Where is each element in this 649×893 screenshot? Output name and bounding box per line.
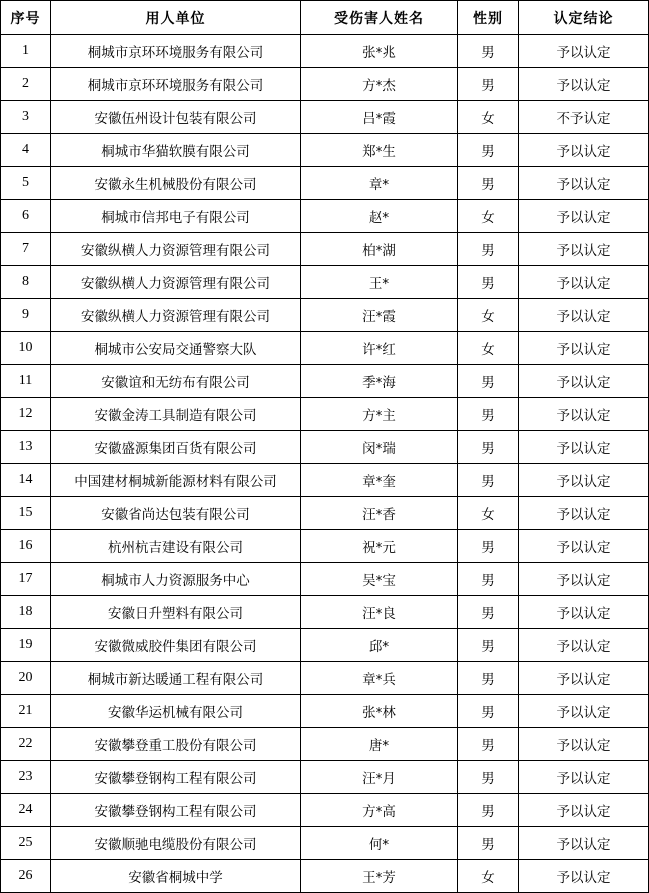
header-injured-person-name: 受伤害人姓名 (301, 1, 458, 35)
table-row (1, 827, 649, 860)
cell-serial-number: 23 (1, 761, 51, 794)
cell-employer: 桐城市京环环境服务有限公司 (51, 68, 301, 101)
cell-injured-person-name: 方*高 (301, 794, 458, 827)
cell-employer: 桐城市京环环境服务有限公司 (51, 35, 301, 68)
cell-employer: 安徽攀登钢构工程有限公司 (51, 761, 301, 794)
cell-injured-person-name: 吕*霞 (301, 101, 458, 134)
cell-injured-person-name: 唐* (301, 728, 458, 761)
cell-gender: 女 (458, 101, 519, 134)
cell-determination-result: 予以认定 (519, 629, 649, 662)
cell-employer: 安徽伍州设计包装有限公司 (51, 101, 301, 134)
cell-injured-person-name: 季*海 (301, 365, 458, 398)
cell-employer: 安徽谊和无纺布有限公司 (51, 365, 301, 398)
cell-injured-person-name: 柏*湖 (301, 233, 458, 266)
table-row (1, 761, 649, 794)
cell-employer: 安徽纵横人力资源管理有限公司 (51, 299, 301, 332)
cell-injured-person-name: 方*杰 (301, 68, 458, 101)
cell-injured-person-name: 汪*霞 (301, 299, 458, 332)
cell-injured-person-name: 闵*瑞 (301, 431, 458, 464)
cell-serial-number: 10 (1, 332, 51, 365)
cell-employer: 桐城市华猫软膜有限公司 (51, 134, 301, 167)
cell-injured-person-name: 何* (301, 827, 458, 860)
cell-gender: 男 (458, 431, 519, 464)
cell-serial-number: 16 (1, 530, 51, 563)
cell-gender: 男 (458, 233, 519, 266)
cell-injured-person-name: 方*主 (301, 398, 458, 431)
cell-serial-number: 3 (1, 101, 51, 134)
cell-serial-number: 6 (1, 200, 51, 233)
table-row (1, 563, 649, 596)
cell-employer: 安徽微威胶件集团有限公司 (51, 629, 301, 662)
cell-employer: 安徽顺驰电缆股份有限公司 (51, 827, 301, 860)
cell-injured-person-name: 张*林 (301, 695, 458, 728)
cell-injured-person-name: 汪*良 (301, 596, 458, 629)
cell-injured-person-name: 许*红 (301, 332, 458, 365)
table-body (1, 35, 649, 893)
cell-employer: 中国建材桐城新能源材料有限公司 (51, 464, 301, 497)
cell-determination-result: 予以认定 (519, 464, 649, 497)
cell-injured-person-name: 赵* (301, 200, 458, 233)
cell-gender: 男 (458, 827, 519, 860)
cell-injured-person-name: 王*芳 (301, 860, 458, 893)
cell-serial-number: 20 (1, 662, 51, 695)
cell-determination-result: 予以认定 (519, 35, 649, 68)
table-row (1, 398, 649, 431)
cell-determination-result: 予以认定 (519, 431, 649, 464)
table-row (1, 266, 649, 299)
table-row (1, 530, 649, 563)
cell-serial-number: 8 (1, 266, 51, 299)
cell-determination-result: 予以认定 (519, 233, 649, 266)
cell-employer: 安徽省尚达包装有限公司 (51, 497, 301, 530)
cell-serial-number: 14 (1, 464, 51, 497)
table-row (1, 629, 649, 662)
cell-determination-result: 予以认定 (519, 662, 649, 695)
cell-employer: 安徽纵横人力资源管理有限公司 (51, 266, 301, 299)
table-row (1, 365, 649, 398)
cell-gender: 男 (458, 728, 519, 761)
cell-serial-number: 15 (1, 497, 51, 530)
cell-determination-result: 予以认定 (519, 134, 649, 167)
cell-injured-person-name: 汪*香 (301, 497, 458, 530)
cell-determination-result: 不予认定 (519, 101, 649, 134)
cell-serial-number: 11 (1, 365, 51, 398)
cell-gender: 男 (458, 695, 519, 728)
cell-employer: 安徽金涛工具制造有限公司 (51, 398, 301, 431)
cell-determination-result: 予以认定 (519, 596, 649, 629)
cell-employer: 桐城市新达暖通工程有限公司 (51, 662, 301, 695)
cell-determination-result: 予以认定 (519, 728, 649, 761)
cell-employer: 杭州杭吉建设有限公司 (51, 530, 301, 563)
cell-gender: 女 (458, 299, 519, 332)
table-row (1, 464, 649, 497)
cell-serial-number: 25 (1, 827, 51, 860)
cell-serial-number: 21 (1, 695, 51, 728)
table-header-row (1, 1, 649, 35)
cell-serial-number: 12 (1, 398, 51, 431)
cell-determination-result: 予以认定 (519, 299, 649, 332)
cell-serial-number: 24 (1, 794, 51, 827)
cell-employer: 安徽攀登重工股份有限公司 (51, 728, 301, 761)
cell-determination-result: 予以认定 (519, 266, 649, 299)
cell-injured-person-name: 祝*元 (301, 530, 458, 563)
table-row (1, 68, 649, 101)
cell-injured-person-name: 郑*生 (301, 134, 458, 167)
cell-gender: 男 (458, 167, 519, 200)
header-gender: 性别 (458, 1, 519, 35)
cell-serial-number: 19 (1, 629, 51, 662)
cell-gender: 男 (458, 662, 519, 695)
cell-determination-result: 予以认定 (519, 200, 649, 233)
cell-gender: 男 (458, 365, 519, 398)
cell-gender: 女 (458, 200, 519, 233)
cell-gender: 女 (458, 497, 519, 530)
cell-employer: 安徽盛源集团百货有限公司 (51, 431, 301, 464)
table-row (1, 299, 649, 332)
cell-gender: 男 (458, 35, 519, 68)
cell-gender: 男 (458, 464, 519, 497)
cell-gender: 男 (458, 68, 519, 101)
cell-gender: 男 (458, 398, 519, 431)
table-row (1, 728, 649, 761)
cell-determination-result: 予以认定 (519, 860, 649, 893)
table-row (1, 233, 649, 266)
cell-serial-number: 1 (1, 35, 51, 68)
cell-serial-number: 4 (1, 134, 51, 167)
cell-determination-result: 予以认定 (519, 332, 649, 365)
table-row (1, 695, 649, 728)
header-determination-result: 认定结论 (519, 1, 649, 35)
table-row (1, 497, 649, 530)
cell-serial-number: 26 (1, 860, 51, 893)
cell-gender: 男 (458, 530, 519, 563)
cell-gender: 男 (458, 596, 519, 629)
cell-employer: 桐城市人力资源服务中心 (51, 563, 301, 596)
cell-gender: 男 (458, 563, 519, 596)
table-row (1, 35, 649, 68)
table-row (1, 596, 649, 629)
cell-determination-result: 予以认定 (519, 695, 649, 728)
table-row (1, 431, 649, 464)
table-row (1, 332, 649, 365)
cell-determination-result: 予以认定 (519, 167, 649, 200)
table-row (1, 860, 649, 893)
cell-gender: 女 (458, 332, 519, 365)
cell-employer: 安徽永生机械股份有限公司 (51, 167, 301, 200)
cell-serial-number: 18 (1, 596, 51, 629)
cell-gender: 男 (458, 134, 519, 167)
cell-injured-person-name: 邱* (301, 629, 458, 662)
cell-serial-number: 13 (1, 431, 51, 464)
cell-gender: 男 (458, 629, 519, 662)
cell-determination-result: 予以认定 (519, 365, 649, 398)
table-row (1, 134, 649, 167)
cell-gender: 男 (458, 266, 519, 299)
cell-employer: 安徽省桐城中学 (51, 860, 301, 893)
cell-determination-result: 予以认定 (519, 827, 649, 860)
cell-determination-result: 予以认定 (519, 761, 649, 794)
table-row (1, 167, 649, 200)
cell-determination-result: 予以认定 (519, 530, 649, 563)
cell-employer: 安徽华运机械有限公司 (51, 695, 301, 728)
header-employer: 用人单位 (51, 1, 301, 35)
cell-determination-result: 予以认定 (519, 398, 649, 431)
cell-injured-person-name: 吴*宝 (301, 563, 458, 596)
cell-injured-person-name: 章*兵 (301, 662, 458, 695)
cell-determination-result: 予以认定 (519, 563, 649, 596)
cell-serial-number: 17 (1, 563, 51, 596)
table-row (1, 200, 649, 233)
header-serial-number: 序号 (1, 1, 51, 35)
cell-employer: 桐城市信邦电子有限公司 (51, 200, 301, 233)
cell-gender: 女 (458, 860, 519, 893)
cell-employer: 桐城市公安局交通警察大队 (51, 332, 301, 365)
cell-serial-number: 7 (1, 233, 51, 266)
cell-serial-number: 9 (1, 299, 51, 332)
cell-injured-person-name: 张*兆 (301, 35, 458, 68)
cell-serial-number: 5 (1, 167, 51, 200)
cell-employer: 安徽日升塑料有限公司 (51, 596, 301, 629)
cell-injured-person-name: 王* (301, 266, 458, 299)
cell-injured-person-name: 汪*月 (301, 761, 458, 794)
cell-serial-number: 22 (1, 728, 51, 761)
cell-employer: 安徽纵横人力资源管理有限公司 (51, 233, 301, 266)
cell-gender: 男 (458, 761, 519, 794)
cell-injured-person-name: 章*奎 (301, 464, 458, 497)
cell-gender: 男 (458, 794, 519, 827)
cell-serial-number: 2 (1, 68, 51, 101)
table-row (1, 101, 649, 134)
cell-injured-person-name: 章* (301, 167, 458, 200)
cell-employer: 安徽攀登钢构工程有限公司 (51, 794, 301, 827)
cell-determination-result: 予以认定 (519, 794, 649, 827)
table-row (1, 794, 649, 827)
table-row (1, 662, 649, 695)
cell-determination-result: 予以认定 (519, 68, 649, 101)
cell-determination-result: 予以认定 (519, 497, 649, 530)
